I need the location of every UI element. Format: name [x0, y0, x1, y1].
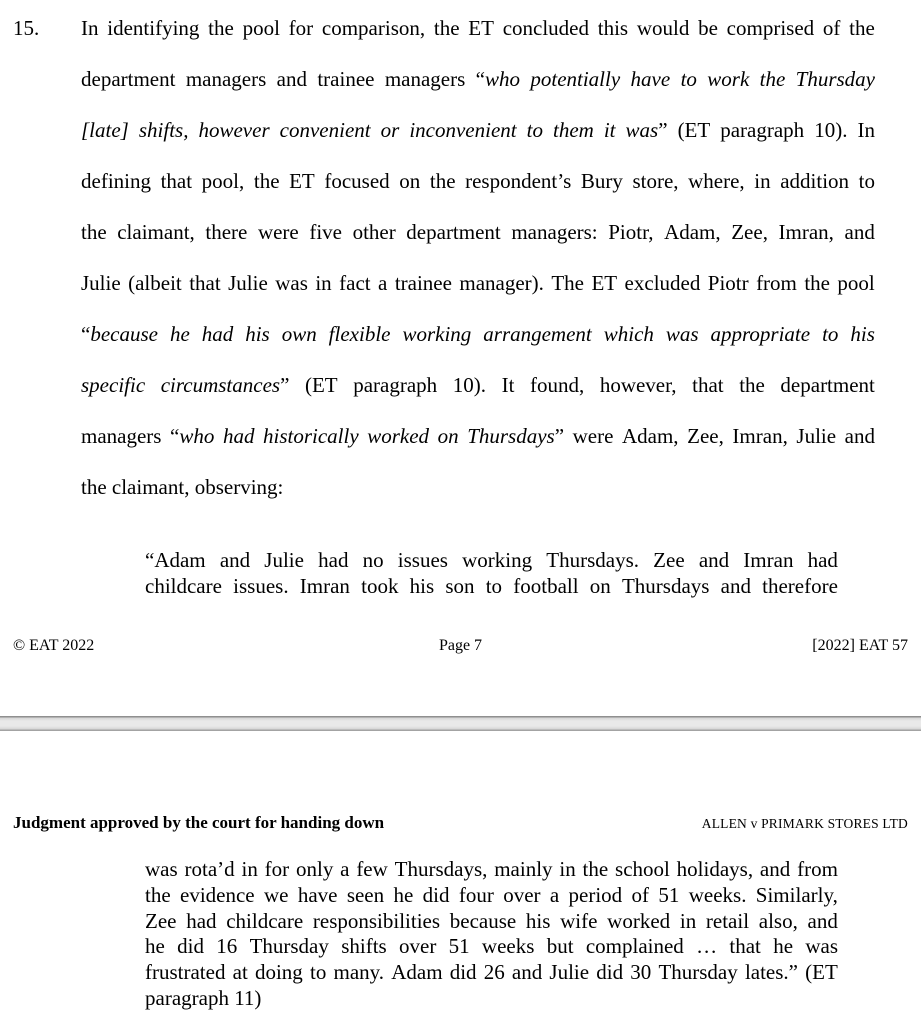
text-line: childcare issues. Imran took his son to football on Thursdays and therefore: [145, 573, 838, 598]
footer-citation: [2022] EAT 57: [812, 637, 908, 654]
text-line: [late] shifts, however convenient or inconvenient to them it was” (ET paragraph 10). In: [81, 118, 875, 142]
text-line: he did 16 Thursday shifts over 51 weeks but complained … that he was: [145, 934, 838, 959]
text-line: Zee had childcare responsibilities because his wife worked in retail also, and: [145, 908, 838, 933]
text-line: the evidence we have seen he did four over a period of 51 weeks. Similarly,: [145, 882, 838, 907]
header-case-name: ALLEN v PRIMARK STORES LTD: [701, 816, 908, 831]
text-line: defining that pool, the ET focused on the respondent’s Bury store, where, in addition to: [81, 169, 875, 193]
text-line: managers “who had historically worked on Thursdays” were Adam, Zee, Imran, Julie and: [81, 424, 875, 448]
header-approval-notice: Judgment approved by the court for handing down: [13, 813, 385, 832]
judgment-page-8: [0, 731, 921, 1028]
text-line: specific circumstances” (ET paragraph 10). It found, however, that the department: [81, 373, 875, 397]
page-footer: [0, 636, 921, 658]
page-header: [13, 814, 908, 832]
text-line: department managers and trainee managers “who potentially have to work the Thursday: [81, 67, 875, 91]
text-line: paragraph 11): [145, 985, 262, 1010]
block-quote-et-paragraph-11-continued: [145, 858, 838, 1013]
paragraph-number: 15.: [13, 16, 40, 40]
page-break-separator: [0, 716, 921, 731]
text-line: Julie (albeit that Julie was in fact a trainee manager). The ET excluded Piotr from the pool: [81, 271, 875, 295]
block-quote-et-paragraph-11-start: [145, 549, 838, 600]
text-line: “Adam and Julie had no issues working Thursdays. Zee and Imran had: [145, 548, 838, 572]
text-line: “because he had his own flexible working arrangement which was appropriate to his: [81, 322, 875, 346]
text-line: was rota’d in for only a few Thursdays, mainly in the school holidays, and from: [145, 857, 838, 881]
text-line: the claimant, there were five other department managers: Piotr, Adam, Zee, Imran, and: [81, 220, 875, 244]
footer-copyright: © EAT 2022: [13, 637, 95, 654]
paragraph-15-body: [81, 17, 875, 527]
text-line: frustrated at doing to many. Adam did 26 and Julie did 30 Thursday lates.” (ET: [145, 960, 838, 985]
text-line: the claimant, observing:: [81, 475, 284, 499]
text-line: In identifying the pool for comparison, the ET concluded this would be comprised of the: [81, 16, 875, 40]
footer-page-number: Page 7: [438, 637, 483, 654]
